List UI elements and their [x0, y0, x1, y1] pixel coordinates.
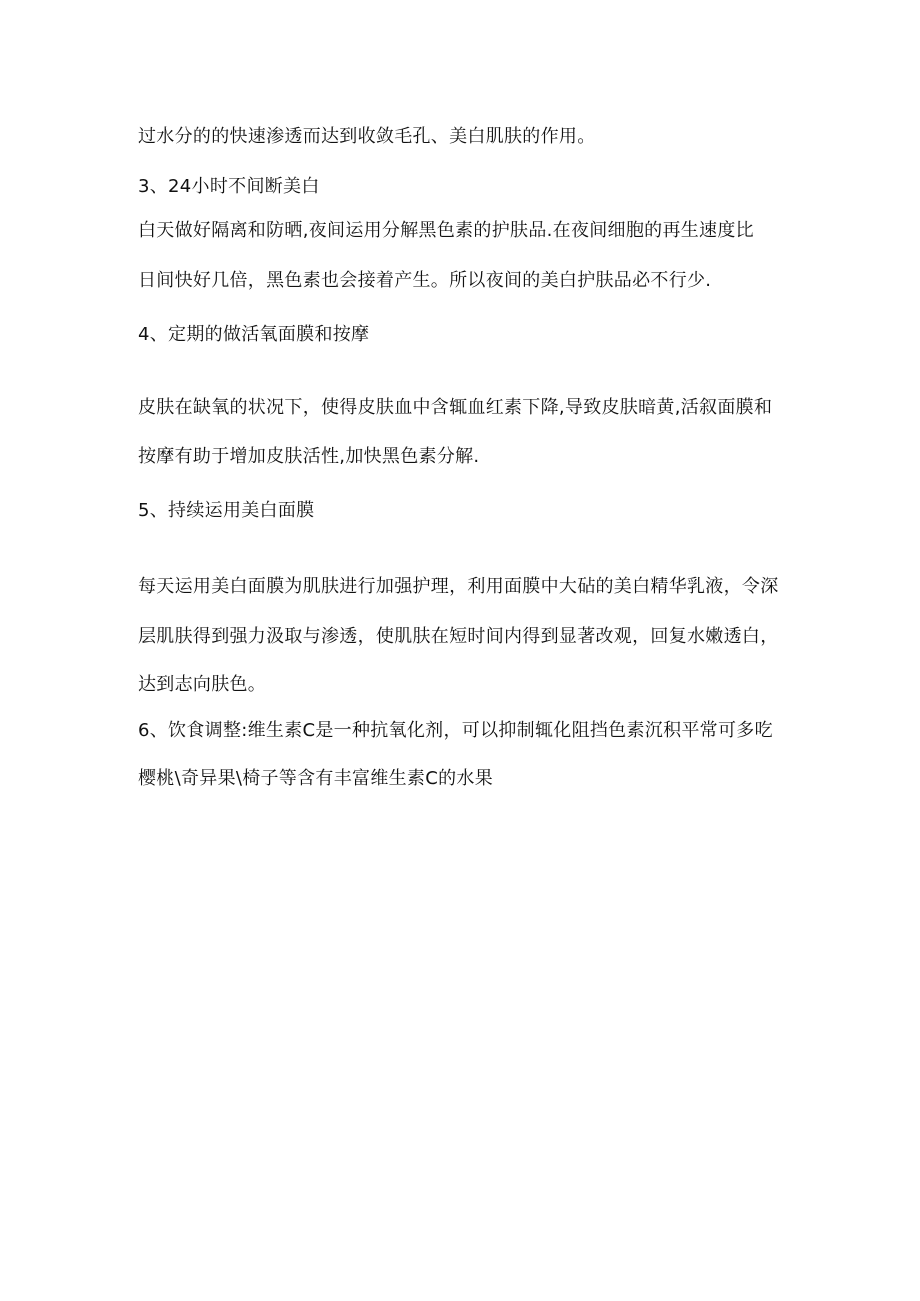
- paragraph-line: 樱桃\奇异果\椅子等含有丰富维生素C的水果: [138, 768, 493, 789]
- section-heading: 6、饮食调整:维生素C是一种抗氧化剂，可以抑制辄化阻挡色素沉积平常可多吃: [138, 720, 773, 741]
- section-heading: 5、持续运用美白面膜: [138, 500, 315, 521]
- paragraph-line: 每天运用美白面膜为肌肤进行加强护理，利用面膜中大砧的美白精华乳液，令深: [138, 576, 779, 597]
- paragraph-line: 达到志向肤色。: [138, 674, 267, 695]
- paragraph-line: 过水分的的快速渗透而达到收敛毛孔、美白肌肤的作用。: [138, 126, 596, 147]
- paragraph-line: 日间快好几倍，黑色素也会接着产生。所以夜间的美白护肤品必不行少.: [138, 270, 712, 291]
- paragraph-line: 皮肤在缺氧的状况下，使得皮肤血中含辄血红素下降,导致皮肤暗黄,活叙面膜和: [138, 397, 773, 418]
- section-heading: 3、24小时不间断美白: [138, 176, 320, 197]
- paragraph-line: 按摩有助于增加皮肤活性,加快黑色素分解.: [138, 446, 480, 467]
- section-heading: 4、定期的做活氧面膜和按摩: [138, 324, 370, 345]
- paragraph-line: 层肌肤得到强力汲取与渗透，使肌肤在短时间内得到显著改观，回复水嫩透白，: [138, 626, 779, 647]
- paragraph-line: 白天做好隔离和防晒,夜间运用分解黑色素的护肤品.在夜间细胞的再生速度比: [138, 220, 754, 241]
